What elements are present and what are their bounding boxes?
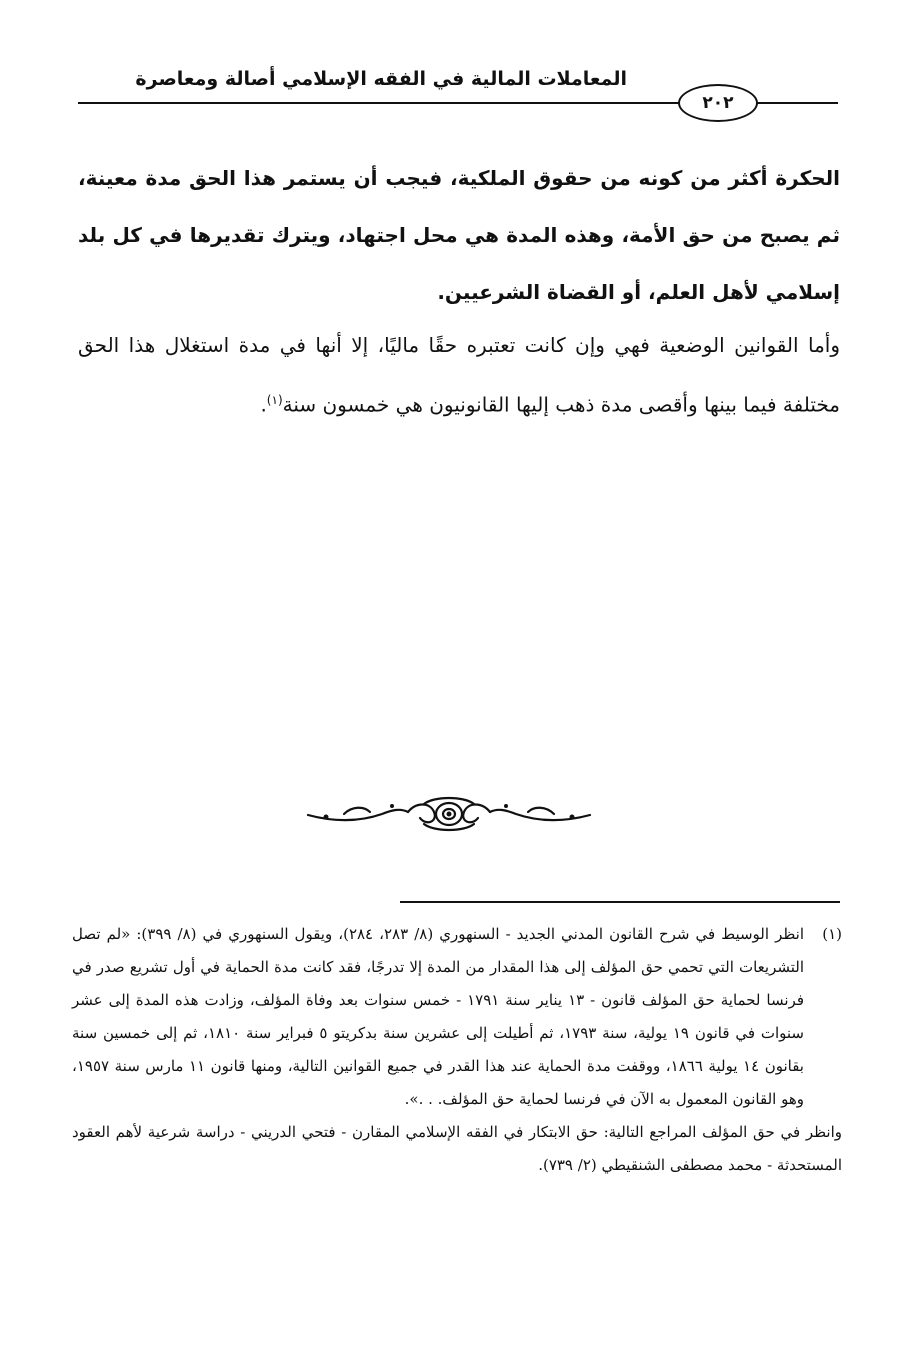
body-paragraph-2-text: وأما القوانين الوضعية فهي وإن كانت تعتبره حقًا ماليًا، إلا أنها في مدة استغلال هذا الحق مختلفة فيما بينها وأقصى مدة ذهب إليها القانونيون هي خمسون سنة bbox=[78, 333, 840, 417]
running-header-title: المعاملات المالية في الفقه الإسلامي أصالة ومعاصرة bbox=[135, 68, 627, 90]
footnote-continuation: وانظر في حق المؤلف المراجع التالية: حق الابتكار في الفقه الإسلامي المقارن - فتحي الدريني - دراسة شرعية لأهم العقود المستحدثة - محمد مصطفى الشنقيطي (٢/ ٧٣٩). bbox=[72, 1123, 842, 1174]
footnote-number: (١) bbox=[822, 925, 842, 943]
page-number: ٢٠٢ bbox=[678, 84, 758, 122]
footnote-entry bbox=[72, 918, 842, 1116]
body-paragraph-2-end: . bbox=[260, 392, 267, 417]
ornament-divider-icon bbox=[304, 790, 594, 840]
footnote bbox=[72, 918, 842, 1182]
body-paragraph-1: الحكرة أكثر من كونه من حقوق الملكية، فيجب أن يستمر هذا الحق مدة معينة، ثم يصبح من حق الأمة، وهذه المدة هي محل اجتهاد، ويترك تقديرها في كل بلد إسلامي لأهل العلم، أو القضاة الشرعيين. bbox=[78, 166, 840, 304]
footnote-text: انظر الوسيط في شرح القانون المدني الجديد - السنهوري (٨/ ٢٨٣، ٢٨٤)، ويقول السنهوري في (٨/ ٣٩٩): «لم تصل التشريعات التي تحمي حق المؤلف إلى هذا المقدار من المدة إلا تدرجًا، فقد كانت مدة الحماية في أول تشريع صدر في فرنسا لحماية حق المؤلف قانون - ١٣ يناير سنة ١٧٩١ - خمس سنوات بعد وفاة المؤلف، وزادت هذه المدة إلى عشر سنوات في قانون ١٩ يولية، سنة ١٧٩٣، ثم أطيلت إلى عشرين سنة بدكريتو ٥ فبراير سنة ١٨١٠، ثم إلى خمسين سنة بقانون ١٤ يولية ١٨٦٦، ووقفت مدة الحماية عند هذا القدر في جميع القوانين التالية، ومنها قانون ١١ مارس سنة ١٩٥٧، وهو القانون المعمول به الآن في فرنسا لحماية حق المؤلف. . .». bbox=[72, 925, 805, 1108]
body-paragraph-2 bbox=[78, 318, 840, 433]
footnote-reference[interactable]: (١) bbox=[266, 393, 283, 407]
footnote-rule bbox=[400, 901, 840, 903]
